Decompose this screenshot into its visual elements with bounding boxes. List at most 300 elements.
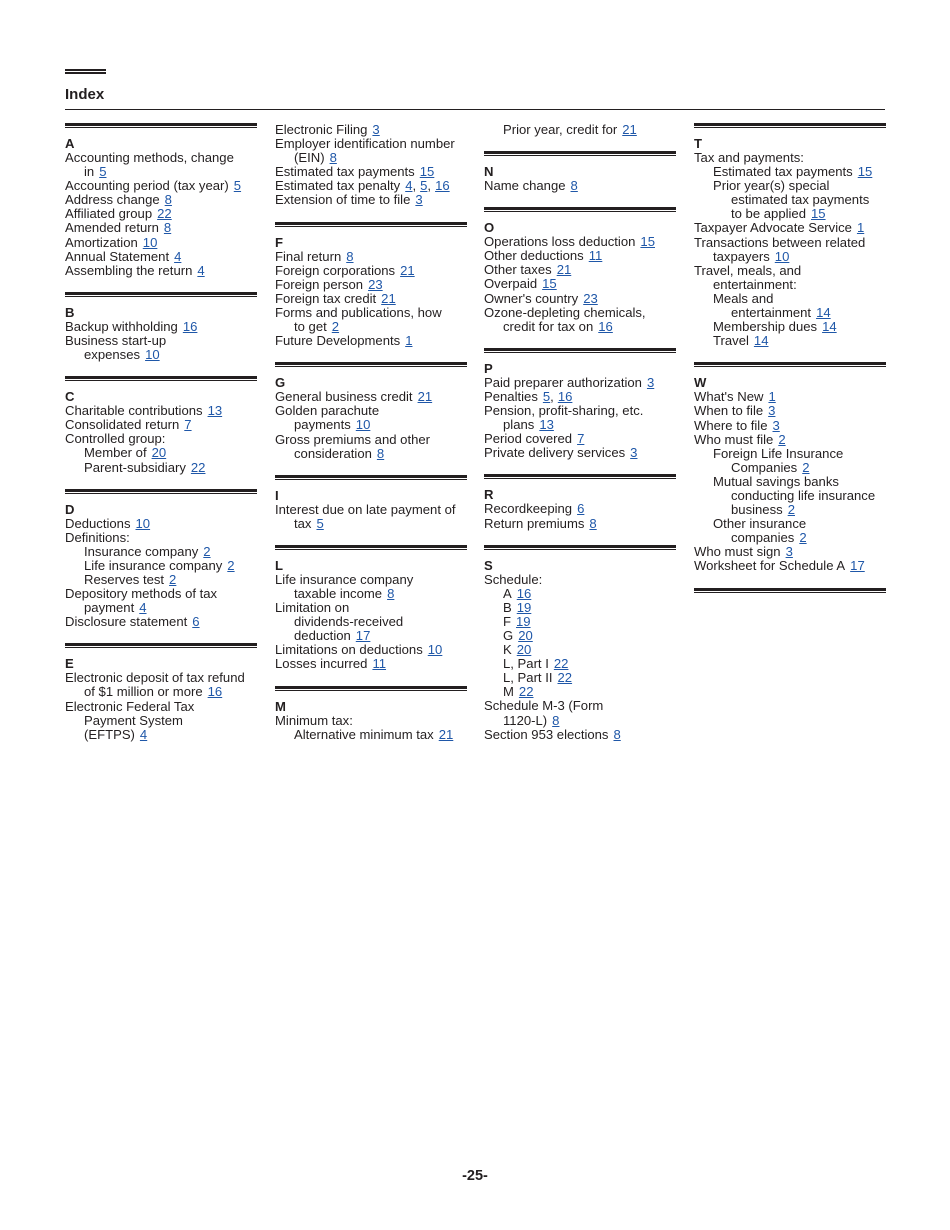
index-entry: [694, 531, 886, 545]
page-ref-link[interactable]: 10: [427, 642, 443, 658]
entry-text: Controlled group:: [65, 431, 166, 447]
index-entry: [275, 573, 467, 587]
page-ref-link[interactable]: 5: [233, 178, 242, 194]
entry-text: (EIN): [294, 150, 325, 166]
section-rule: [65, 292, 257, 297]
entry-text: B: [503, 599, 512, 615]
page-ref-link[interactable]: 3: [630, 445, 638, 461]
section-rule: [275, 686, 467, 691]
index-entry: [694, 461, 886, 475]
index-entry: [694, 503, 886, 517]
entry-text: Address change: [65, 192, 160, 208]
page-ref-link[interactable]: 21: [400, 262, 415, 278]
entry-text: Transactions between related: [694, 234, 866, 250]
entry-text: L, Part II: [503, 670, 553, 686]
entry-text: Owner's country: [484, 290, 579, 306]
index-entry: [275, 179, 467, 193]
entry-text: Tax and payments:: [694, 150, 804, 165]
section-rule: [65, 489, 257, 494]
index-entry: [484, 249, 676, 263]
entry-text: Depository methods of tax: [65, 586, 218, 602]
index-entry: [65, 221, 257, 235]
page-ref-link[interactable]: 16: [516, 585, 532, 601]
page-ref-link[interactable]: 21: [556, 262, 572, 278]
page-ref-link[interactable]: 2: [802, 459, 810, 475]
page-ref-link[interactable]: 1: [856, 220, 865, 236]
entry-text: estimated tax payments: [731, 192, 870, 208]
entry-text: Estimated tax penalty: [275, 178, 401, 194]
entry-text: payment: [84, 600, 135, 616]
section-rule: [484, 207, 676, 212]
page-ref-link[interactable]: 3: [415, 192, 423, 208]
index-entry: [694, 559, 886, 573]
page-ref-link[interactable]: 16: [207, 684, 223, 700]
page-ref-link[interactable]: 4: [139, 726, 148, 742]
page-ref-link[interactable]: 8: [589, 515, 597, 531]
section-letter-b: B: [65, 304, 75, 320]
entry-text: Paid preparer authorization: [484, 374, 642, 390]
index-entry: [484, 376, 676, 390]
page-ref-link[interactable]: 10: [145, 347, 160, 363]
entry-text: Life insurance company: [84, 557, 223, 573]
index-entry: [484, 728, 676, 742]
entry-text: Insurance company: [84, 543, 199, 559]
index-entry: [275, 503, 467, 517]
page-ref-link[interactable]: 15: [640, 234, 655, 250]
entry-text: Limitation on: [275, 600, 350, 616]
page-ref-link[interactable]: 14: [822, 319, 837, 335]
index-entry: [275, 264, 467, 278]
entry-text: Operations loss deduction: [484, 234, 636, 250]
section-letter-n: N: [484, 164, 494, 180]
index-entry: [275, 250, 467, 264]
index-entry: [694, 278, 886, 292]
index-entry: [484, 629, 676, 643]
entry-text: Return premiums: [484, 515, 585, 531]
index-entry: [484, 404, 676, 418]
section-letter-d: D: [65, 501, 75, 517]
entry-text: (EFTPS): [84, 726, 135, 742]
section-rule: [275, 475, 467, 480]
entry-text: Interest due on late payment of: [275, 501, 456, 517]
section-letter-w: W: [694, 375, 707, 391]
index-entry: [65, 517, 257, 531]
top-rule-mark: [65, 69, 106, 74]
index-entry: [484, 123, 676, 137]
entry-text: Deductions: [65, 515, 131, 531]
page-ref-link[interactable]: 8: [570, 178, 578, 194]
index-entry: [484, 418, 676, 432]
index-entry: [65, 193, 257, 207]
section-rule: [65, 643, 257, 648]
page-ref-link[interactable]: 13: [539, 417, 554, 433]
index-entry: [275, 587, 467, 601]
entry-text: credit for tax on: [503, 318, 594, 334]
entry-text: Annual Statement: [65, 248, 170, 264]
page-ref-link[interactable]: 2: [227, 557, 235, 573]
entry-text: Backup withholding: [65, 318, 178, 334]
page-ref-link[interactable]: 5: [542, 388, 551, 404]
entry-text: Other insurance: [713, 516, 807, 532]
section-rule: [275, 222, 467, 227]
index-entry: [275, 601, 467, 615]
entry-text: Recordkeeping: [484, 501, 573, 517]
section-rule: [484, 348, 676, 353]
page-ref-link[interactable]: 21: [417, 389, 433, 405]
page-ref-link[interactable]: 3: [785, 544, 793, 560]
page-ref-link[interactable]: 2: [203, 543, 211, 559]
entry-text: Foreign corporations: [275, 262, 396, 278]
index-entry: [65, 236, 257, 250]
page-ref-link[interactable]: 3: [372, 122, 380, 137]
entry-text: Charitable contributions: [65, 403, 203, 419]
entry-text: companies: [731, 530, 795, 546]
page-ref-link[interactable]: 16: [557, 388, 573, 404]
index-entry: [275, 643, 467, 657]
index-entry: [65, 151, 257, 165]
index-entry: [65, 573, 257, 587]
section-rule: [275, 362, 467, 367]
index-entry: [694, 151, 886, 165]
page-ref-link[interactable]: 2: [787, 502, 795, 518]
section-rule: [484, 545, 676, 550]
index-entry: [694, 250, 886, 264]
page-ref-link[interactable]: 11: [372, 656, 387, 672]
page-ref-link[interactable]: 8: [346, 248, 354, 264]
page-ref-link[interactable]: 19: [516, 613, 531, 629]
page-ref-link[interactable]: 6: [192, 614, 200, 630]
entry-text: Travel: [713, 333, 749, 349]
entry-text: Affiliated group: [65, 206, 153, 222]
index-entry: [275, 165, 467, 179]
entry-text: 1120-L): [503, 712, 548, 728]
entry-text: General business credit: [275, 389, 413, 405]
section-spacer: [484, 193, 676, 207]
index-entry: [65, 446, 257, 460]
section-spacer: [484, 460, 676, 474]
page-ref-link[interactable]: 8: [613, 726, 621, 742]
page-ref-link[interactable]: 15: [811, 206, 826, 222]
index-entry: [694, 292, 886, 306]
index-entry: [275, 193, 467, 207]
page-ref-link[interactable]: 7: [184, 417, 192, 433]
index-entry: [275, 334, 467, 348]
entry-text: Losses incurred: [275, 656, 368, 672]
index-entry: [694, 320, 886, 334]
entry-text: Name change: [484, 178, 566, 194]
entry-text: A: [503, 585, 512, 601]
entry-text: business: [731, 502, 783, 518]
section-letter-r: R: [484, 487, 494, 503]
page-ref-link[interactable]: 8: [164, 192, 172, 208]
entry-text: Foreign person: [275, 276, 364, 292]
section-rule: [694, 588, 886, 593]
index-entry: [65, 264, 257, 278]
page-ref-link[interactable]: 21: [622, 122, 637, 137]
entry-text: Private delivery services: [484, 445, 626, 461]
section-rule: [65, 376, 257, 381]
section-rule: [484, 151, 676, 156]
entry-text: Accounting period (tax year): [65, 178, 229, 194]
page-ref-link[interactable]: 17: [355, 628, 371, 644]
page-ref-link[interactable]: 19: [516, 599, 532, 615]
page-ref-link[interactable]: 21: [381, 290, 396, 306]
index-entry: [65, 432, 257, 446]
index-entry: [484, 502, 676, 516]
index-entry: [65, 179, 257, 193]
index-entry: [65, 334, 257, 348]
index-entry: [484, 601, 676, 615]
page-ref-link[interactable]: 22: [518, 684, 534, 700]
index-entry: [65, 418, 257, 432]
index-entry: [694, 447, 886, 461]
entry-text: Forms and publications, how: [275, 304, 442, 320]
entry-text: Foreign tax credit: [275, 290, 377, 306]
section-spacer: [275, 461, 467, 475]
entry-text: Life insurance company: [275, 571, 414, 587]
section-rule: [484, 474, 676, 479]
index-entry: [694, 264, 886, 278]
index-entry: [65, 700, 257, 714]
entry-text: Estimated tax payments: [275, 164, 415, 180]
page-ref-link[interactable]: 3: [768, 403, 776, 419]
entry-text: Taxpayer Advocate Service: [694, 220, 852, 236]
section-letter-g: G: [275, 375, 286, 391]
index-entry: [484, 179, 676, 193]
index-entry: [275, 447, 467, 461]
entry-text: entertainment: [731, 305, 812, 321]
page-ref-link[interactable]: 20: [516, 642, 532, 658]
entry-text: Reserves test: [84, 571, 165, 587]
ref-separator: ,: [412, 178, 417, 194]
page-ref-link[interactable]: 8: [329, 150, 337, 166]
page-ref-link[interactable]: 8: [376, 445, 385, 461]
page-ref-link[interactable]: 10: [142, 234, 158, 250]
entry-text: Prior year, credit for: [503, 122, 618, 137]
page-ref-link[interactable]: 5: [99, 164, 107, 180]
section-letter-o: O: [484, 220, 495, 236]
page-ref-link[interactable]: 11: [588, 248, 603, 264]
entry-text: Meals and: [713, 290, 774, 306]
index-entry: [484, 320, 676, 334]
index-entry: [275, 517, 467, 531]
index-entry: [484, 277, 676, 291]
page-ref-link[interactable]: 20: [518, 627, 533, 643]
page-ref-link[interactable]: 4: [197, 262, 205, 278]
page-ref-link[interactable]: 2: [331, 319, 340, 335]
index-entry: [275, 629, 467, 643]
page-ref-link[interactable]: 22: [157, 206, 172, 222]
index-entry: [65, 685, 257, 699]
entry-text: tax: [294, 515, 312, 531]
page-ref-link[interactable]: 8: [387, 585, 395, 601]
entry-text: Who must sign: [694, 544, 781, 560]
page-ref-link[interactable]: 14: [816, 305, 831, 321]
index-entry: [484, 446, 676, 460]
index-entry: [484, 615, 676, 629]
page-ref-link[interactable]: 10: [774, 248, 790, 264]
page-ref-link[interactable]: 13: [207, 403, 223, 419]
section-letter-f: F: [275, 234, 283, 250]
index-entry: [275, 123, 467, 137]
page-ref-link[interactable]: 8: [552, 712, 560, 728]
page-ref-link[interactable]: 14: [753, 333, 769, 349]
entry-text: Extension of time to file: [275, 192, 411, 208]
entry-text: Member of: [84, 445, 147, 461]
index-entry: [694, 334, 886, 348]
page-ref-link[interactable]: 23: [583, 290, 598, 306]
section-letter-t: T: [694, 136, 702, 151]
section-letter-c: C: [65, 389, 75, 405]
page-ref-link[interactable]: 20: [151, 445, 167, 461]
page-ref-link[interactable]: 16: [435, 178, 450, 194]
index-entry: [484, 235, 676, 249]
entry-text: to be applied: [731, 206, 806, 222]
page-ref-link[interactable]: 1: [405, 333, 413, 349]
page-ref-link[interactable]: 5: [316, 515, 324, 531]
index-entry: [275, 404, 467, 418]
page-ref-link[interactable]: 23: [368, 276, 383, 292]
index-entry: [694, 193, 886, 207]
index-entry: [65, 320, 257, 334]
entry-text: F: [503, 613, 511, 629]
page-ref-link[interactable]: 15: [419, 164, 435, 180]
page-ref-link[interactable]: 15: [542, 276, 557, 292]
page-ref-link[interactable]: 3: [772, 417, 780, 433]
index-entry: [694, 517, 886, 531]
page-ref-link[interactable]: 22: [553, 656, 569, 672]
page-ref-link[interactable]: 4: [139, 600, 147, 616]
index-entry: [65, 601, 257, 615]
page-ref-link[interactable]: 4: [174, 248, 182, 264]
entry-text: Payment System: [84, 712, 183, 728]
page-number: -25-: [462, 1168, 488, 1184]
index-entry: [484, 517, 676, 531]
page-ref-link[interactable]: 7: [577, 431, 585, 447]
entry-text: Minimum tax:: [275, 712, 353, 728]
entry-text: Mutual savings banks: [713, 473, 839, 489]
entry-text: Assembling the return: [65, 262, 193, 278]
section-spacer: [275, 208, 467, 222]
entry-text: K: [503, 642, 512, 658]
index-entry: [484, 263, 676, 277]
entry-text: Final return: [275, 248, 342, 264]
index-entry: [484, 587, 676, 601]
entry-text: Schedule M-3 (Form: [484, 698, 604, 714]
entry-text: Pension, profit-sharing, etc.: [484, 403, 644, 419]
index-entry: [275, 418, 467, 432]
page-ref-link[interactable]: 4: [405, 178, 413, 194]
entry-text: Other taxes: [484, 262, 552, 278]
page-ref-link[interactable]: 1: [768, 389, 776, 405]
index-entry: [694, 545, 886, 559]
section-spacer: [484, 137, 676, 151]
page-ref-link[interactable]: 10: [355, 417, 371, 433]
index-entry: [275, 278, 467, 292]
page-ref-link[interactable]: 16: [598, 318, 613, 334]
index-entry: [484, 306, 676, 320]
index-entry: [694, 404, 886, 418]
entry-text: Travel, meals, and: [694, 262, 802, 278]
entry-text: taxpayers: [713, 248, 770, 264]
entry-text: plans: [503, 417, 535, 433]
entry-text: Business start-up: [65, 332, 167, 348]
ref-separator: ,: [427, 178, 432, 194]
page-ref-link[interactable]: 22: [190, 459, 206, 475]
page-ref-link[interactable]: 2: [169, 571, 177, 587]
section-spacer: [275, 531, 467, 545]
index-column-2: [275, 123, 467, 742]
section-letter-p: P: [484, 360, 493, 376]
entry-text: Disclosure statement: [65, 614, 188, 630]
page-ref-link[interactable]: 8: [163, 220, 172, 236]
index-entry: [65, 728, 257, 742]
entry-text: G: [503, 627, 514, 643]
entry-text: Definitions:: [65, 529, 130, 545]
index-entry: [275, 728, 467, 742]
index-entry: [275, 292, 467, 306]
page-ref-link[interactable]: 21: [438, 726, 454, 742]
entry-text: Who must file: [694, 431, 774, 447]
entry-text: Estimated tax payments: [713, 164, 853, 180]
page-ref-link[interactable]: 3: [646, 374, 655, 390]
page-ref-link[interactable]: 17: [850, 558, 865, 574]
index-entry: [484, 573, 676, 587]
entry-text: Period covered: [484, 431, 573, 447]
entry-text: Worksheet for Schedule A: [694, 558, 846, 574]
page-ref-link[interactable]: 5: [420, 178, 428, 194]
page-ref-link[interactable]: 6: [577, 501, 585, 517]
index-entry: [65, 531, 257, 545]
index-entry: [694, 165, 886, 179]
section-letter-e: E: [65, 656, 74, 672]
page-ref-link[interactable]: 15: [857, 164, 873, 180]
page-ref-link[interactable]: 2: [778, 431, 786, 447]
section-letter-m: M: [275, 698, 286, 714]
section-spacer: [484, 334, 676, 348]
entry-text: Parent-subsidiary: [84, 459, 186, 475]
index-entry: [275, 390, 467, 404]
section-letter-l: L: [275, 557, 283, 573]
entry-text: Amended return: [65, 220, 159, 236]
index-entry: [694, 419, 886, 433]
index-entry: [694, 489, 886, 503]
index-entry: [275, 657, 467, 671]
section-rule: [65, 123, 257, 128]
index-entry: [484, 671, 676, 685]
page-ref-link[interactable]: 22: [557, 670, 573, 686]
index-entry: [484, 657, 676, 671]
page-ref-link[interactable]: 2: [799, 530, 807, 546]
index-entry: [65, 615, 257, 629]
entry-text: Amortization: [65, 234, 138, 250]
entry-text: Future Developments: [275, 333, 401, 349]
entry-text: Overpaid: [484, 276, 538, 292]
entry-text: M: [503, 684, 514, 700]
index-entry: [275, 320, 467, 334]
index-entry: [65, 461, 257, 475]
index-column-3: [484, 123, 676, 742]
page-ref-link[interactable]: 10: [135, 515, 151, 531]
entry-text: to get: [294, 319, 327, 335]
index-entry: [275, 137, 467, 151]
index-entry: [694, 221, 886, 235]
index-entry: [694, 390, 886, 404]
index-entry: [275, 714, 467, 728]
index-entry: [65, 545, 257, 559]
page-ref-link[interactable]: 16: [182, 318, 198, 334]
index-entry: [484, 292, 676, 306]
